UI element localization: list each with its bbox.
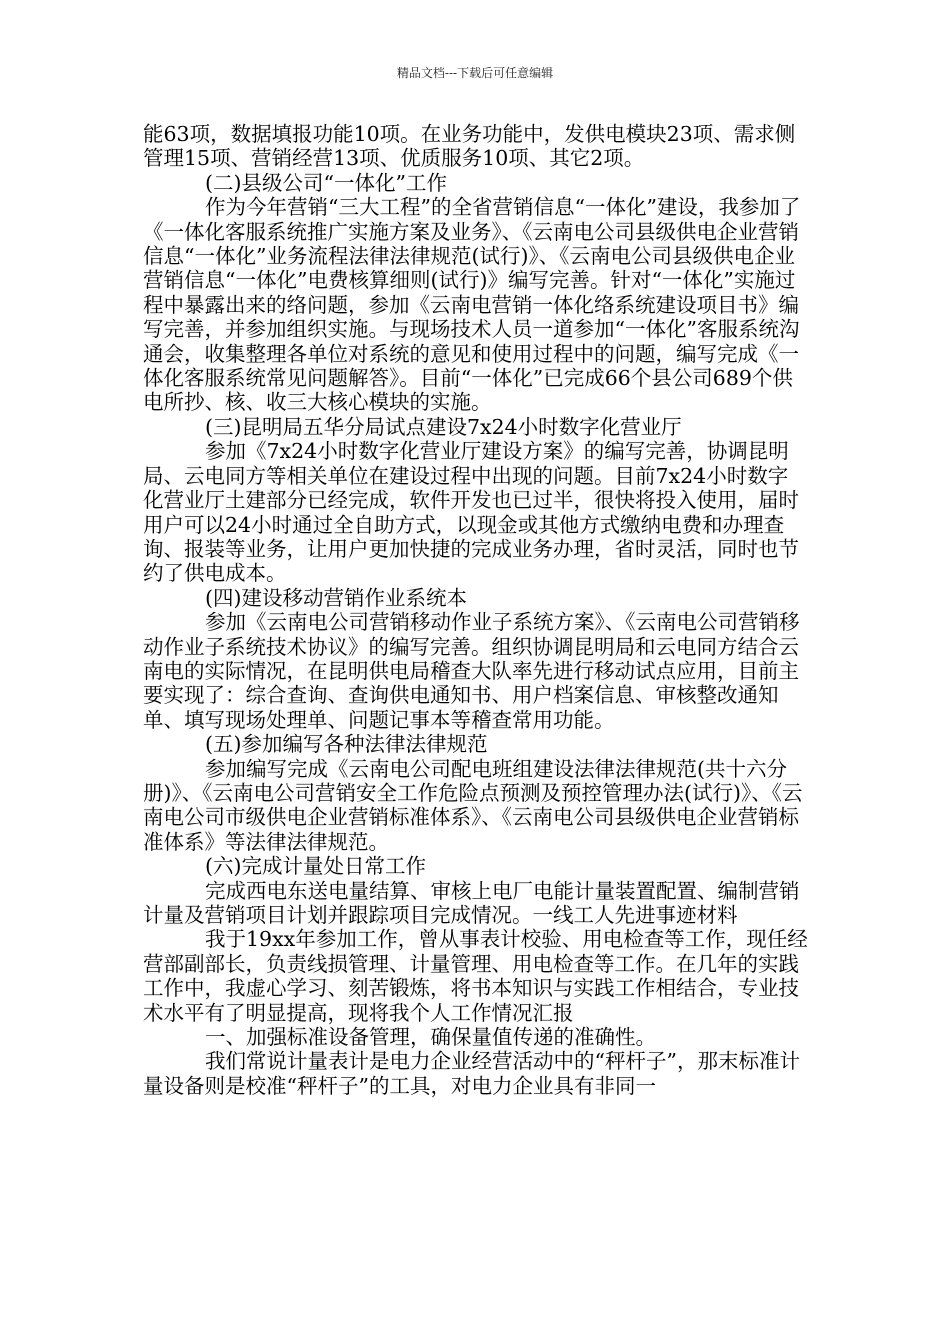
paragraph: 完成西电东送电量结算、审核上电厂电能计量装置配置、编制营销计量及营销项目计划并跟踪项目完成情况。一线工人先进事迹材料 xyxy=(143,878,800,927)
paragraph: 参加编写完成《云南电公司配电班组建设法律法律规范(共十六分册)》、《云南电公司营销安全工作危险点预测及预控管理办法(试行)》、《云南电公司市级供电企业营销标准体系》、《云南电公司县级供电企业营销标准体系》等法律法律规范。 xyxy=(143,756,803,854)
paragraph: 作为今年营销“三大工程”的全省营销信息“一体化”建设，我参加了《一体化客服系统推广实施方案及业务》、《云南电公司县级供电企业营销信息“一体化”业务流程法律法律规范(试行)》、《云南电公司县级供电企业营销信息“一体化”电费核算细则(试行)》编写完善。针对“一体化”实施过程中暴露出来的络问题，参加《云南电营销一体化络系统建设项目书》编写完善，并参加组织实施。与现场技术人员一道参加“一体化”客服系统沟通会，收集整理各单位对系统的意见和使用过程中的问题，编写完成《一体化客服系统常见问题解答》。目前“一体化”已完成66个县公司689个供电所抄、核、收三大核心模块的实施。 xyxy=(143,195,801,415)
document-body xyxy=(143,122,808,1098)
page-header: 精品文档---下载后可任意编辑 xyxy=(396,66,554,80)
section-heading: (六)完成计量处日常工作 xyxy=(205,854,426,879)
paragraph: 我们常说计量表计是电力企业经营活动中的“秤杆子”，那末标准计量设备则是校准“秤杆子”的工具，对电力企业具有非同一 xyxy=(143,1049,800,1098)
paragraph: 参加《7x24小时数字化营业厅建设方案》的编写完善，协调昆明局、云电同方等相关单位在建设过程中出现的问题。目前7x24小时数字化营业厅土建部分已经完成，软件开发也已过半，很快将投入使用，届时用户可以24小时通过全自助方式，以现金或其他方式缴纳电费和办理查询、报装等业务，让用户更加快捷的完成业务办理，省时灵活，同时也节约了供电成本。 xyxy=(143,439,799,586)
section-heading: (三)昆明局五华分局试点建设7x24小时数字化营业厅 xyxy=(205,414,682,439)
paragraph: 我于19xx年参加工作，曾从事表计校验、用电检查等工作，现任经营部副部长，负责线损管理、计量管理、用电检查等工作。在几年的实践工作中，我虚心学习、刻苦锻炼，将书本知识与实践工作相结合，专业技术水平有了明显提高，现将我个人工作情况汇报 xyxy=(143,927,808,1025)
section-heading: 一、加强标准设备管理，确保量值传递的准确性。 xyxy=(205,1025,656,1050)
section-heading: (四)建设移动营销作业系统本 xyxy=(205,585,467,610)
section-heading: (二)县级公司“一体化”工作 xyxy=(205,170,447,195)
paragraph: 能63项，数据填报功能10项。在业务功能中，发供电模块23项、需求侧管理15项、营销经营13项、优质服务10项、其它2项。 xyxy=(143,122,796,171)
paragraph: 参加《云南电公司营销移动作业子系统方案》、《云南电公司营销移动作业子系统技术协议》的编写完善。组织协调昆明局和云电同方结合云南电的实际情况，在昆明供电局稽查大队率先进行移动试点应用，目前主要实现了：综合查询、查询供电通知书、用户档案信息、审核整改通知单、填写现场处理单、问题记事本等稽查常用功能。 xyxy=(143,610,800,732)
section-heading: (五)参加编写各种法律法律规范 xyxy=(205,732,488,757)
